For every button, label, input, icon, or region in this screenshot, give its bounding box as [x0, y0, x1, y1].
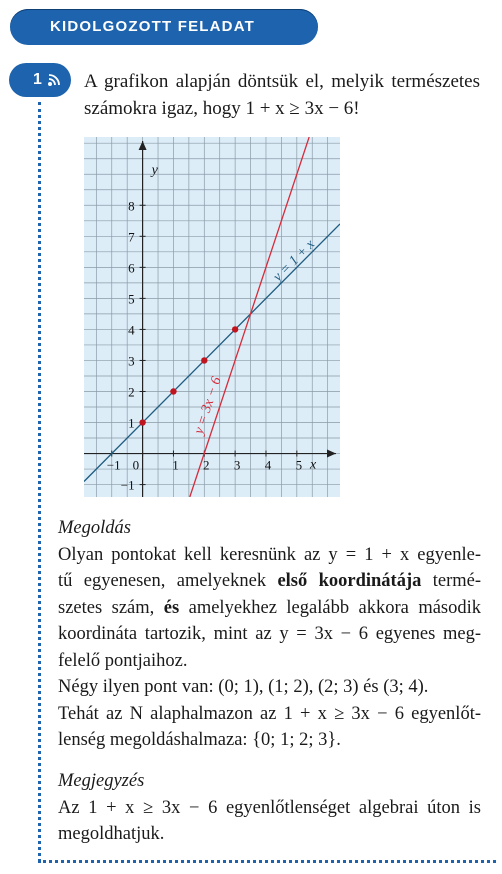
audio-waves-icon	[47, 73, 63, 92]
bold-first-coordinate: első koordinátája	[277, 571, 422, 591]
y-tick-label: 4	[128, 322, 135, 338]
task-line-1: A grafikon alapján döntsük el, melyik természetes	[84, 71, 480, 92]
solution-conclusion-2: lenség megoldáshalmaza: {0; 1; 2; 3}.	[58, 730, 341, 750]
task-text	[84, 68, 480, 122]
x-tick-label: 1	[172, 457, 179, 473]
solution-points: Négy ilyen pont van: (0; 1), (1; 2), (2; 3) és (3; 4).	[58, 677, 429, 697]
y-tick-label: 1	[128, 415, 135, 431]
task-number: 1	[33, 71, 42, 88]
note-heading: Megjegyzés	[58, 771, 145, 791]
solution-point	[139, 419, 145, 425]
solution-line-5: felelő pontjaihoz.	[58, 650, 188, 671]
y-tick-label: 3	[128, 353, 135, 369]
solution-conclusion-1: Tehát az N alaphalmazon az 1 + x ≥ 3x − 6 egyenlőt-	[58, 703, 481, 724]
solution-section	[58, 515, 481, 754]
dotted-bottom-border	[38, 860, 496, 863]
solution-point	[170, 388, 176, 394]
dotted-left-border	[38, 102, 41, 862]
inequality-graph	[84, 137, 340, 497]
x-axis-label: x	[310, 457, 317, 473]
x-tick-label: 0	[132, 457, 140, 473]
series-label-blue: y = 1 + x	[270, 237, 319, 285]
solution-line-4: koordináta tartozik, mint az y = 3x − 6 egyenes meg-	[58, 624, 481, 644]
y-tick-label: 7	[128, 229, 135, 245]
x-tick-label: 4	[264, 457, 272, 473]
solution-heading: Megoldás	[58, 518, 131, 538]
y-tick-label: 5	[128, 291, 135, 307]
solution-line-3: szetes szám, és amelyekhez legalább akkora második	[58, 597, 482, 618]
y-tick-label: 2	[128, 384, 135, 400]
task-line-2: számokra igaz, hogy 1 + x ≥ 3x − 6!	[84, 98, 360, 119]
solution-point	[232, 326, 238, 332]
series-label-red: y = 3x − 6	[191, 375, 225, 437]
y-tick-label: 8	[128, 198, 135, 214]
note-line-1: Az 1 + x ≥ 3x − 6 egyenlőtlenséget algebrai úton is	[58, 797, 481, 818]
x-tick-label: 3	[233, 457, 241, 473]
y-tick-label: −1	[120, 477, 135, 493]
note-section	[58, 768, 481, 848]
solution-point	[201, 357, 207, 363]
banner-title: KIDOLGOZOTT FELADAT	[50, 18, 255, 35]
y-tick-label: 6	[128, 260, 135, 276]
note-line-2: megoldhatjuk.	[58, 824, 165, 844]
solution-line-2: tű egyenesen, amelyeknek első koordinátája termé-	[58, 571, 482, 591]
x-tick-label: 5	[295, 457, 303, 473]
solution-line-1: Olyan pontokat kell keresnünk az y = 1 + x egyenle-	[58, 544, 481, 565]
task-number-badge	[9, 63, 71, 97]
bold-and: és	[163, 597, 180, 618]
x-tick-label: −1	[106, 457, 121, 473]
section-banner	[10, 9, 318, 45]
y-axis-label: y	[151, 163, 158, 178]
x-tick-label: 2	[203, 457, 210, 473]
